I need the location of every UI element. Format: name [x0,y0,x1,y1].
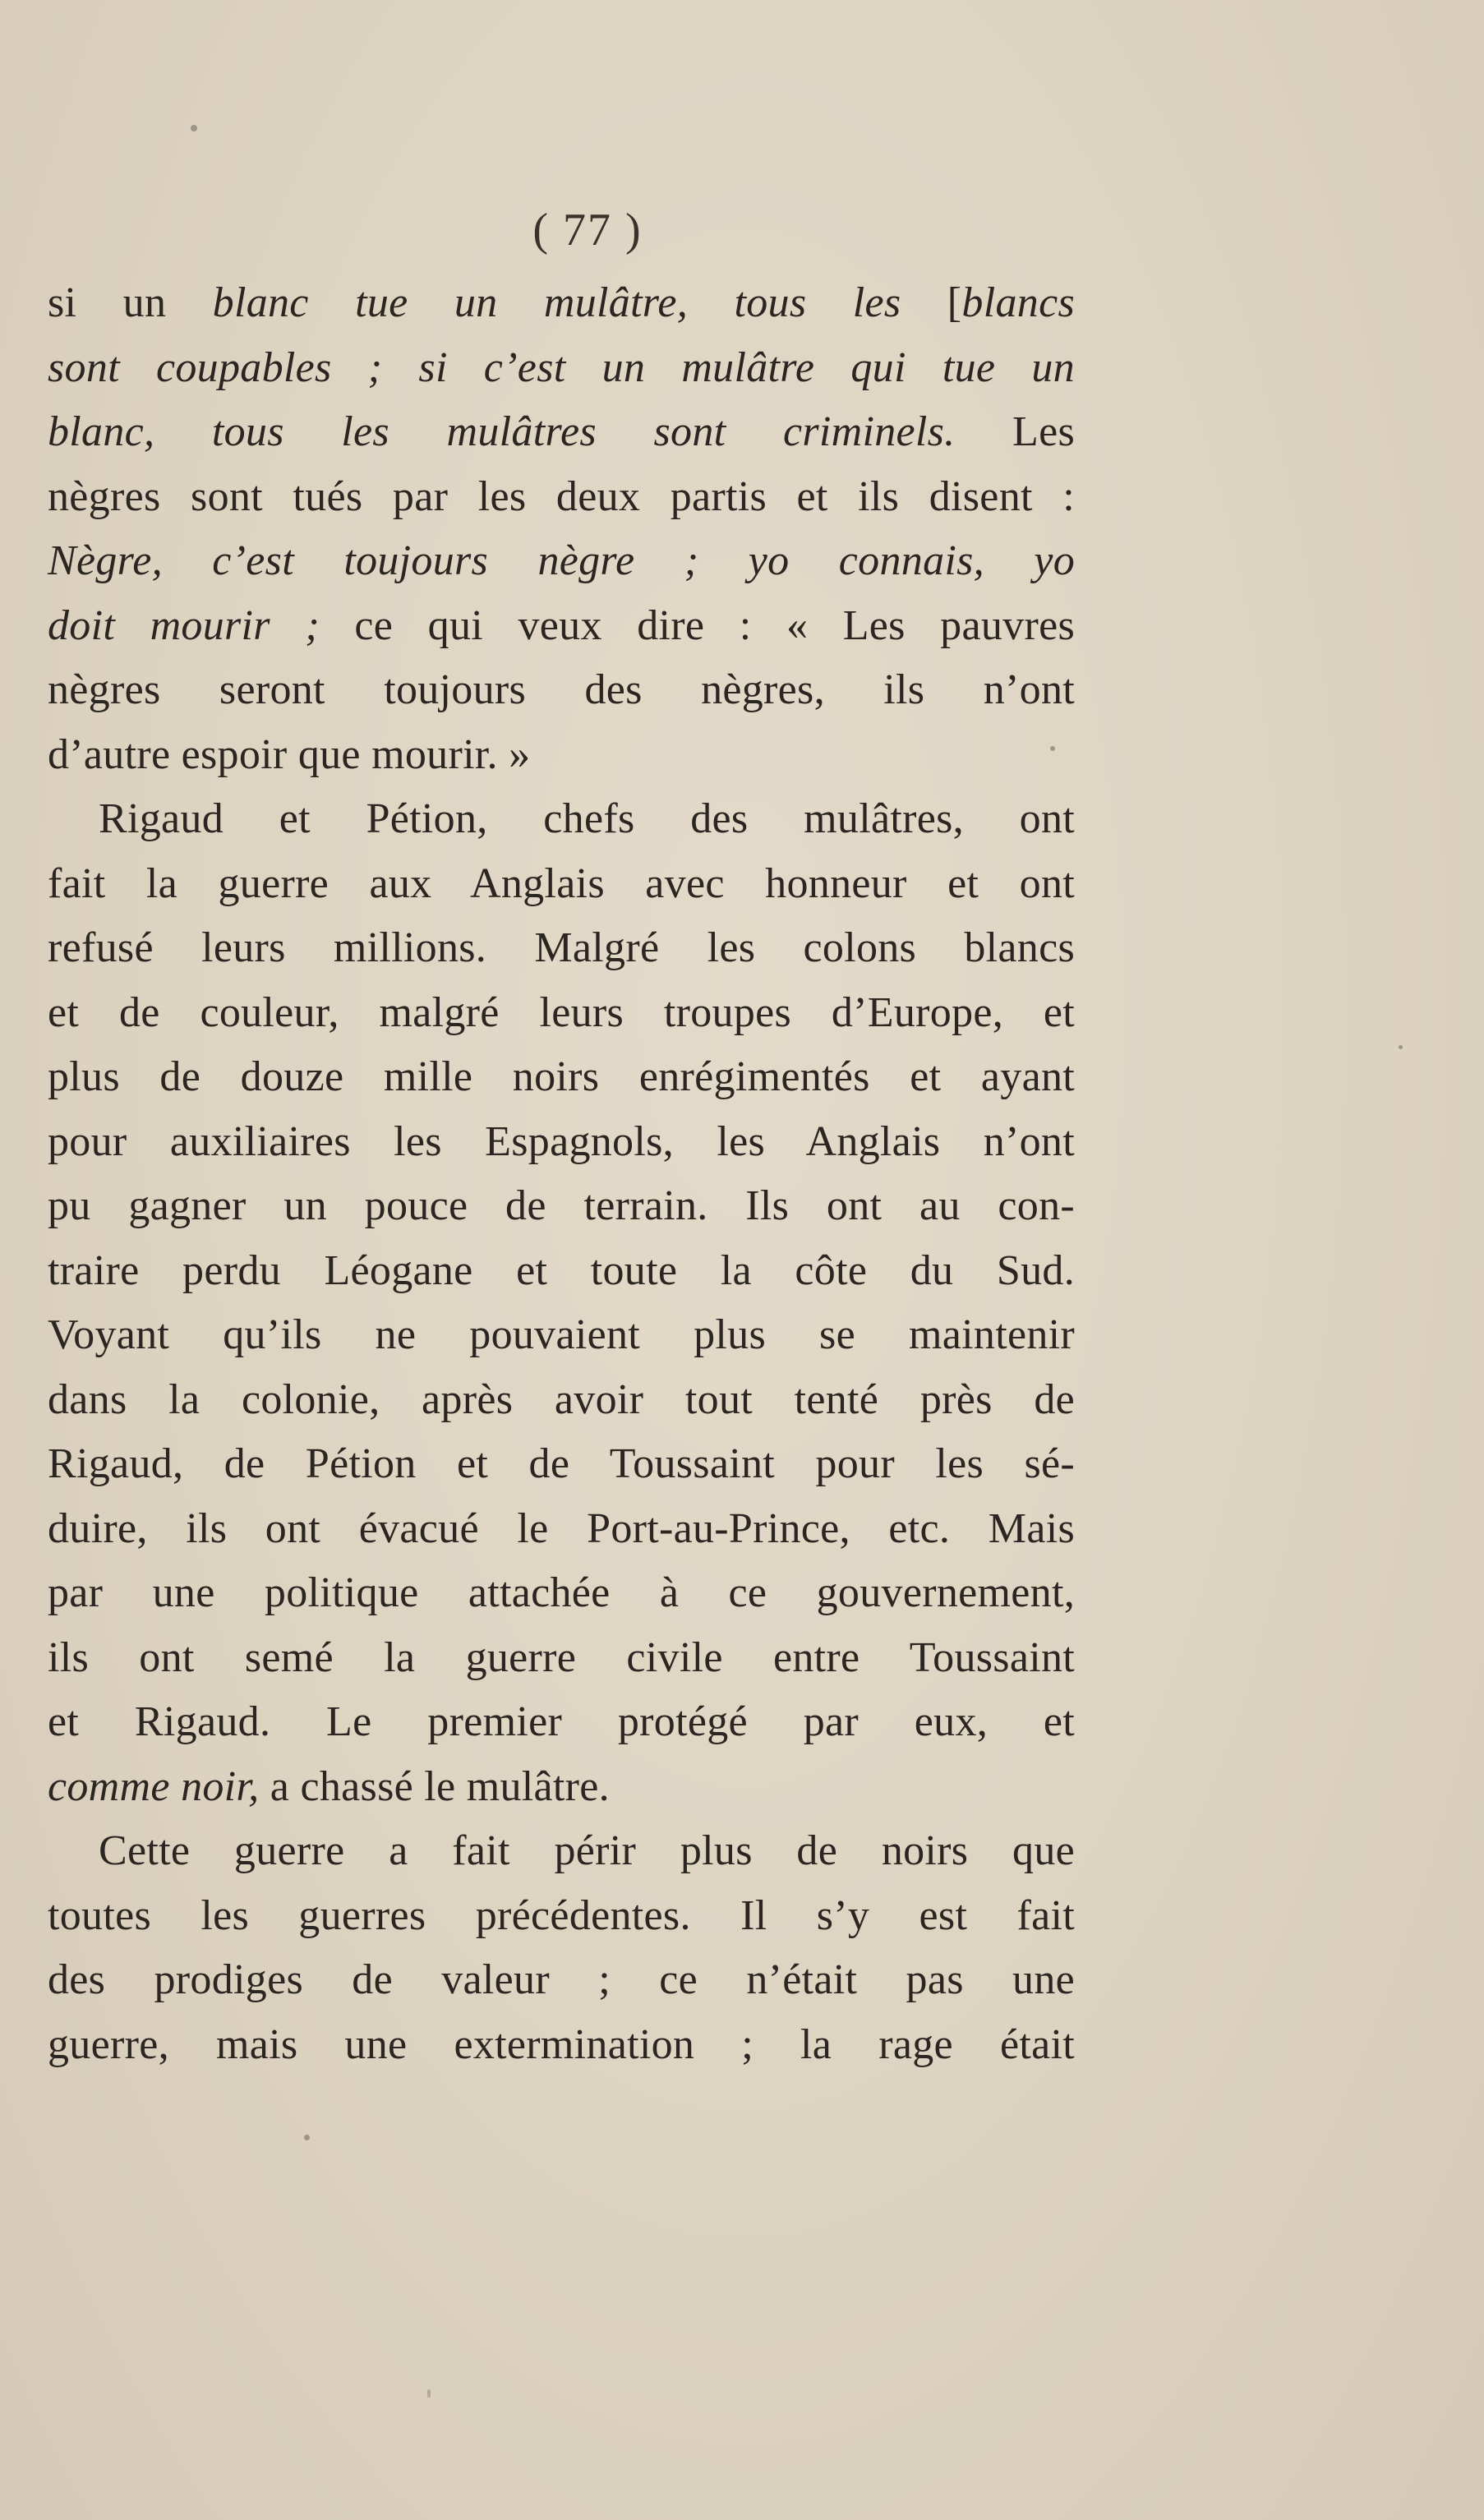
paper-speck [1399,1045,1403,1049]
paper-speck [191,125,197,131]
italic-segment: sont coupables ; si c’est un mulâtre qui tue un [48,343,1075,391]
text-line [48,1690,1075,1755]
italic-segment: blanc, tous les mulâtres sont criminels. [48,408,956,455]
text-line [48,1368,1075,1433]
text-segment: nègres seront toujours des nègres, ils n’ont [48,666,1075,713]
italic-segment: blancs [961,279,1075,326]
text-segment: Les [955,408,1075,455]
italic-segment: Nègre, c’est toujours nègre ; yo connais, yo [48,537,1075,584]
text-segment: ils ont semé la guerre civile entre Toussaint [48,1633,1075,1681]
text-line [48,271,1075,336]
page-number: ( 77 ) [532,205,643,256]
text-line [48,2013,1075,2078]
text-segment: pour auxiliaires les Espagnols, les Anglais n’ont [48,1117,1075,1165]
text-segment: si un [48,279,213,326]
text-line [48,1948,1075,2013]
text-segment: guerre, mais une extermination ; la rage était [48,2020,1075,2068]
text-segment: pu gagner un pouce de terrain. Ils ont au con- [48,1182,1075,1229]
text-segment: [ [947,279,962,326]
text-segment: Voyant qu’ils ne pouvaient plus se maintenir [48,1311,1075,1358]
text-line [48,1045,1075,1110]
text-segment: a chassé le mulâtre. [259,1762,610,1810]
text-segment: dans la colonie, après avoir tout tenté près de [48,1375,1075,1423]
text-segment: refusé leurs millions. Malgré les colons blancs [48,924,1075,971]
text-line [48,981,1075,1046]
text-line [48,1497,1075,1562]
text-line [48,400,1075,465]
body-text [48,271,1075,2077]
italic-segment: doit mourir ; [48,601,320,649]
text-line [48,1110,1075,1175]
text-segment: fait la guerre aux Anglais avec honneur et ont [48,859,1075,907]
text-segment: nègres sont tués par les deux partis et ils disent : [48,472,1075,520]
text-segment: plus de douze mille noirs enrégimentés et ayant [48,1053,1075,1100]
text-line [48,529,1075,594]
text-segment: d’autre espoir que mourir. » [48,730,531,778]
text-line [48,1755,1075,1820]
italic-segment: blanc tue un mulâtre, tous les [212,279,947,326]
text-line [48,1174,1075,1239]
paper-speck [304,2135,310,2140]
text-segment: toutes les guerres précédentes. Il s’y est fait [48,1891,1075,1939]
text-segment: par une politique attachée à ce gouvernement, [48,1569,1075,1616]
text-line [48,852,1075,917]
paper-speck [427,2389,431,2398]
text-segment: des prodiges de valeur ; ce n’était pas une [48,1956,1075,2003]
text-line [48,1626,1075,1691]
text-line [48,1561,1075,1626]
text-line [48,723,1075,788]
text-segment: duire, ils ont évacué le Port-au-Prince, etc. Mais [48,1504,1075,1552]
text-line [48,1239,1075,1304]
text-segment: et de couleur, malgré leurs troupes d’Europe, et [48,988,1075,1036]
paper-speck [1050,746,1055,751]
text-line [48,1432,1075,1497]
text-segment: et Rigaud. Le premier protégé par eux, et [48,1698,1075,1745]
text-segment: ce qui veux dire : « Les pauvres [319,601,1075,649]
text-line [48,1303,1075,1368]
text-line [48,916,1075,981]
text-segment: traire perdu Léogane et toute la côte du Sud. [48,1246,1075,1294]
text-segment: Cette guerre a fait périr plus de noirs que [99,1827,1075,1874]
italic-segment: comme noir, [48,1762,260,1810]
text-segment: Rigaud, de Pétion et de Toussaint pour les sé- [48,1440,1075,1487]
text-line [48,336,1075,401]
text-line [48,787,1075,852]
text-line [48,594,1075,659]
text-line [48,1884,1075,1949]
text-line [48,465,1075,530]
text-line [48,1819,1075,1884]
text-segment: Rigaud et Pétion, chefs des mulâtres, ont [99,795,1075,842]
text-line [48,658,1075,723]
